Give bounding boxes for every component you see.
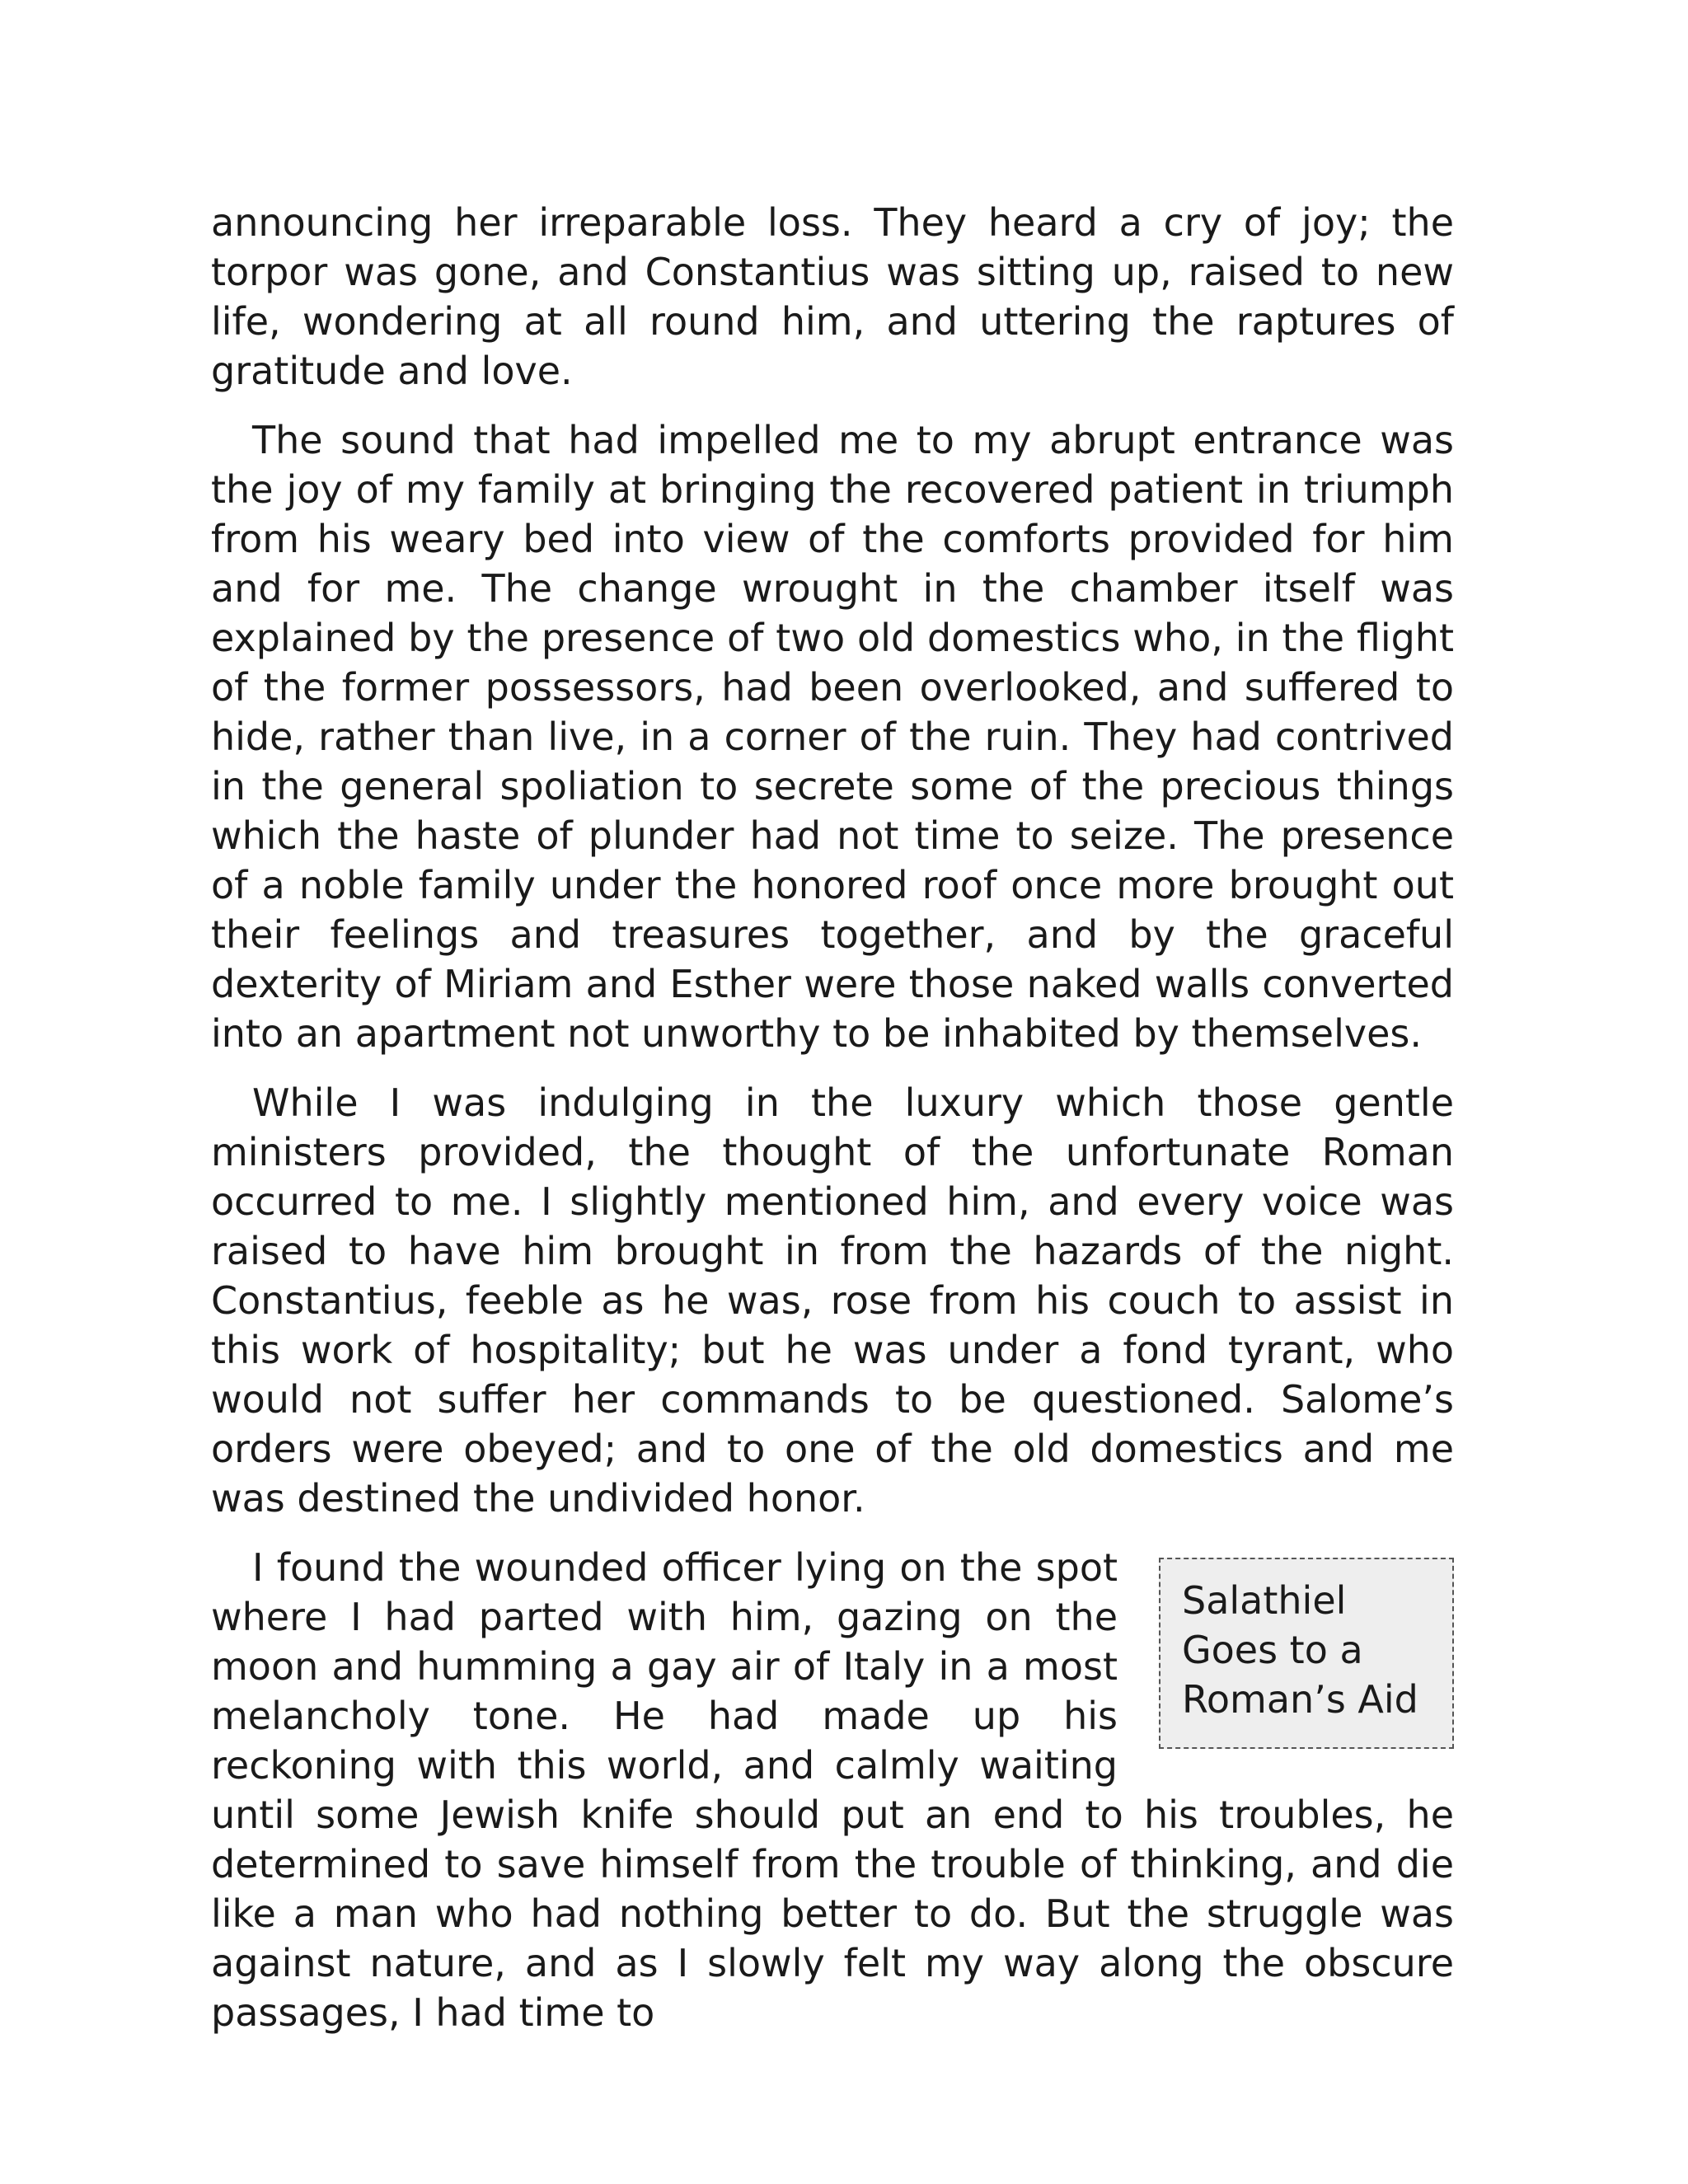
paragraph-4: I found the wounded officer lying on the spot where I had parted with him, gazing on the moon and humming a gay air of Italy in a most melancholy tone. He had made up his reckoning with this world, and calmly waiting until some Jewish knife should put an end to his troubles, he determined to save himself from the trouble of thinking, and die like a man who had nothing better to do. But the struggle was against nature, and as I slowly felt my way along the obscure passages, I had time to [211, 1545, 1454, 2035]
sidebar-note [1159, 1558, 1454, 1749]
sidebar-line-2: Goes to a [1182, 1628, 1363, 1672]
sidebar-line-1: Salathiel [1182, 1578, 1347, 1623]
sidebar-line-3: Roman’s Aid [1182, 1677, 1418, 1722]
page-body [211, 198, 1454, 2057]
paragraph-1: announcing her irreparable loss. They heard a cry of joy; the torpor was gone, and Constantius was sitting up, raised to new life, wondering at all round him, and uttering the raptures of gratitude and love. [211, 200, 1454, 393]
paragraph-3: While I was indulging in the luxury which those gentle ministers provided, the thought of the unfortunate Roman occurred to me. I slightly mentioned him, and every voice was raised to have him brought in from the hazards of the night. Constantius, feeble as he was, rose from his couch to assist in this work of hospitality; but he was under a fond tyrant, who would not suffer her commands to be questioned. Salome’s orders were obeyed; and to one of the old domestics and me was destined the undivided honor. [211, 1080, 1454, 1521]
paragraph-2: The sound that had impelled me to my abrupt entrance was the joy of my family at bringing the recovered patient in triumph from his weary bed into view of the comforts provided for him and for me. The change wrought in the chamber itself was explained by the presence of two old domestics who, in the flight of the former possessors, had been overlooked, and suffered to hide, rather than live, in a corner of the ruin. They had contrived in the general spoliation to secrete some of the precious things which the haste of plunder had not time to seize. The presence of a noble family under the honored roof once more brought out their feelings and treasures together, and by the graceful dexterity of Miriam and Esther were those naked walls converted into an apartment not unworthy to be inhabited by themselves. [211, 418, 1454, 1056]
